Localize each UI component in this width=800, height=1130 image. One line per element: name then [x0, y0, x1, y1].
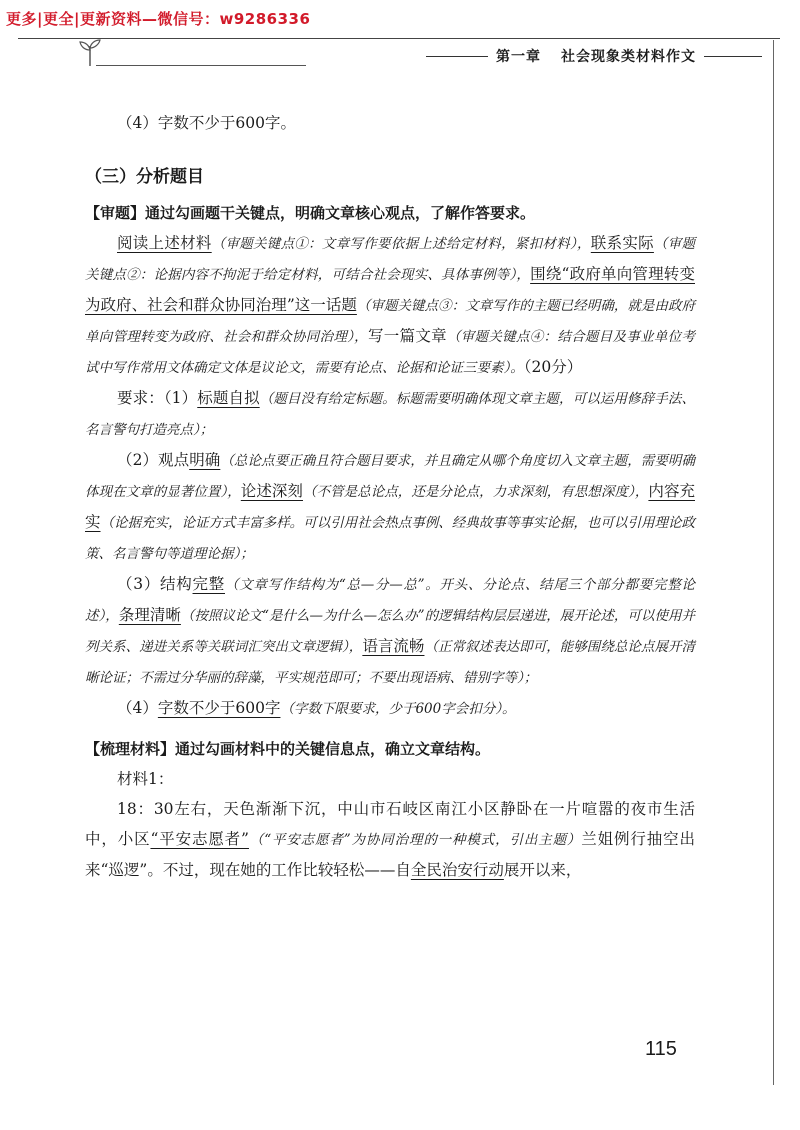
key-phrase: 语言流畅: [362, 637, 425, 655]
key-phrase: 论述深刻: [240, 482, 303, 500]
material-paragraph: [85, 794, 695, 885]
body-text: （4）: [117, 699, 158, 717]
annotation-note: （总论点要正确且符合题目要求，并且确定从哪个角度切入文章主题，需要明确体现在文章的显著位置），: [85, 453, 695, 500]
body-text: 兰姐例行抽空出来“巡逻”。不过，现在她的工作比较轻松——自: [85, 830, 695, 879]
annotation-note: （正常叙述表达即可，能够围绕总论点展开清晰论证；不需过分华丽的辞藻，平实规范即可；不要出现语病、错别字等）；: [85, 639, 696, 686]
shuli-line: [85, 734, 695, 764]
body-text: 写一篇文章: [367, 327, 447, 345]
reading-paragraph: [85, 228, 695, 383]
annotation-note: （论据充实，论证方式丰富多样。可以引用社会热点事例、经典故事等事实论据，也可以引用理论政策、名言警句等道理论据）；: [85, 515, 695, 562]
section-heading: （三）分析题目: [85, 167, 204, 187]
key-phrase: 标题自拟: [197, 389, 260, 407]
header-rule: [18, 38, 780, 39]
body-text: （2）观点: [117, 451, 190, 469]
shenti-text: 通过勾画题干关键点，明确文章核心观点，了解作答要求。: [145, 204, 536, 222]
requirement-4: [85, 693, 695, 724]
key-phrase: 字数不少于600字: [157, 699, 281, 717]
annotation-note: （审题关键点③：文章写作的主题已经明确，就是由政府单向管理转变为政府、社会和群众协同治理），: [85, 298, 695, 345]
body-text: （3）结构: [117, 575, 193, 593]
word-count-item: （4）字数不少于600字。: [117, 114, 296, 132]
shuli-tag: 【梳理材料】: [85, 740, 176, 758]
requirement-3: [85, 569, 695, 693]
key-phrase: 明确: [189, 451, 221, 469]
annotation-note: （字数下限要求，少于600字会扣分）。: [280, 701, 516, 717]
key-phrase: “平安志愿者”: [150, 830, 249, 848]
annotation-note: （按照议论文“是什么—为什么—怎么办”的逻辑结构层层递进，展开论述，可以使用并列关系、递进关系等关联词汇突出文章逻辑），: [85, 608, 695, 655]
page-content: [85, 108, 695, 885]
annotation-note: （“平安志愿者”为协同治理的一种模式，引出主题）: [248, 832, 582, 848]
annotation-note: （审题关键点②：论据内容不拘泥于给定材料，可结合社会现实、具体事例等），: [85, 236, 695, 283]
page-edge-line: [773, 40, 774, 1085]
body-text: 要求：（1）: [117, 389, 198, 407]
requirement-2: [85, 445, 695, 569]
watermark-text: 更多|更全|更新资料—微信号：w9286336: [6, 10, 311, 28]
key-phrase: 联系实际: [590, 234, 654, 252]
key-phrase: 围绕“政府单向管理转变为政府、社会和群众协同治理”这一话题: [85, 265, 695, 314]
annotation-note: （审题关键点①：文章写作要依据上述给定材料，紧扣材料），: [211, 236, 591, 252]
annotation-note: （文章写作结构为“总—分—总”。开头、分论点、结尾三个部分都要完整论述），: [85, 577, 695, 624]
header-deco-line: [96, 65, 306, 66]
annotation-note: （审题关键点④：结合题目及事业单位考试中写作常用文体确定文体是议论文，需要有论点、论据和论证三要素）。: [85, 329, 695, 376]
body-text: 展开以来，: [503, 861, 582, 879]
shuli-text: 通过勾画材料中的关键信息点，确立文章结构。: [175, 740, 491, 758]
annotation-note: （题目没有给定标题。标题需要明确体现文章主题，可以运用修辞手法、名言警句打造亮点）；: [85, 391, 695, 438]
running-header: [0, 46, 770, 66]
header-line-left: [426, 56, 488, 57]
chapter-title: 社会现象类材料作文: [561, 49, 696, 65]
chapter-number: 第一章: [496, 49, 541, 65]
shenti-tag: 【审题】: [85, 204, 146, 222]
annotation-note: （不管是总论点，还是分论点，力求深刻，有思想深度），: [302, 484, 649, 500]
key-phrase: 完整: [192, 575, 225, 593]
page-number: 115: [645, 1038, 677, 1060]
key-phrase: 条理清晰: [118, 606, 181, 624]
body-text: 18：30左右，天色渐渐下沉，中山市石岐区南江小区静卧在一片喧嚣的夜市生活中，小区: [85, 800, 695, 848]
key-phrase: 内容充实: [85, 482, 695, 531]
header-line-right: [704, 56, 762, 57]
shenti-line: [85, 198, 695, 228]
material-label: 材料1：: [117, 770, 174, 788]
key-phrase: 阅读上述材料: [117, 234, 212, 252]
score-text: （20分）: [523, 358, 583, 376]
key-phrase: 全民治安行动: [410, 861, 504, 879]
requirement-1: [85, 383, 695, 445]
